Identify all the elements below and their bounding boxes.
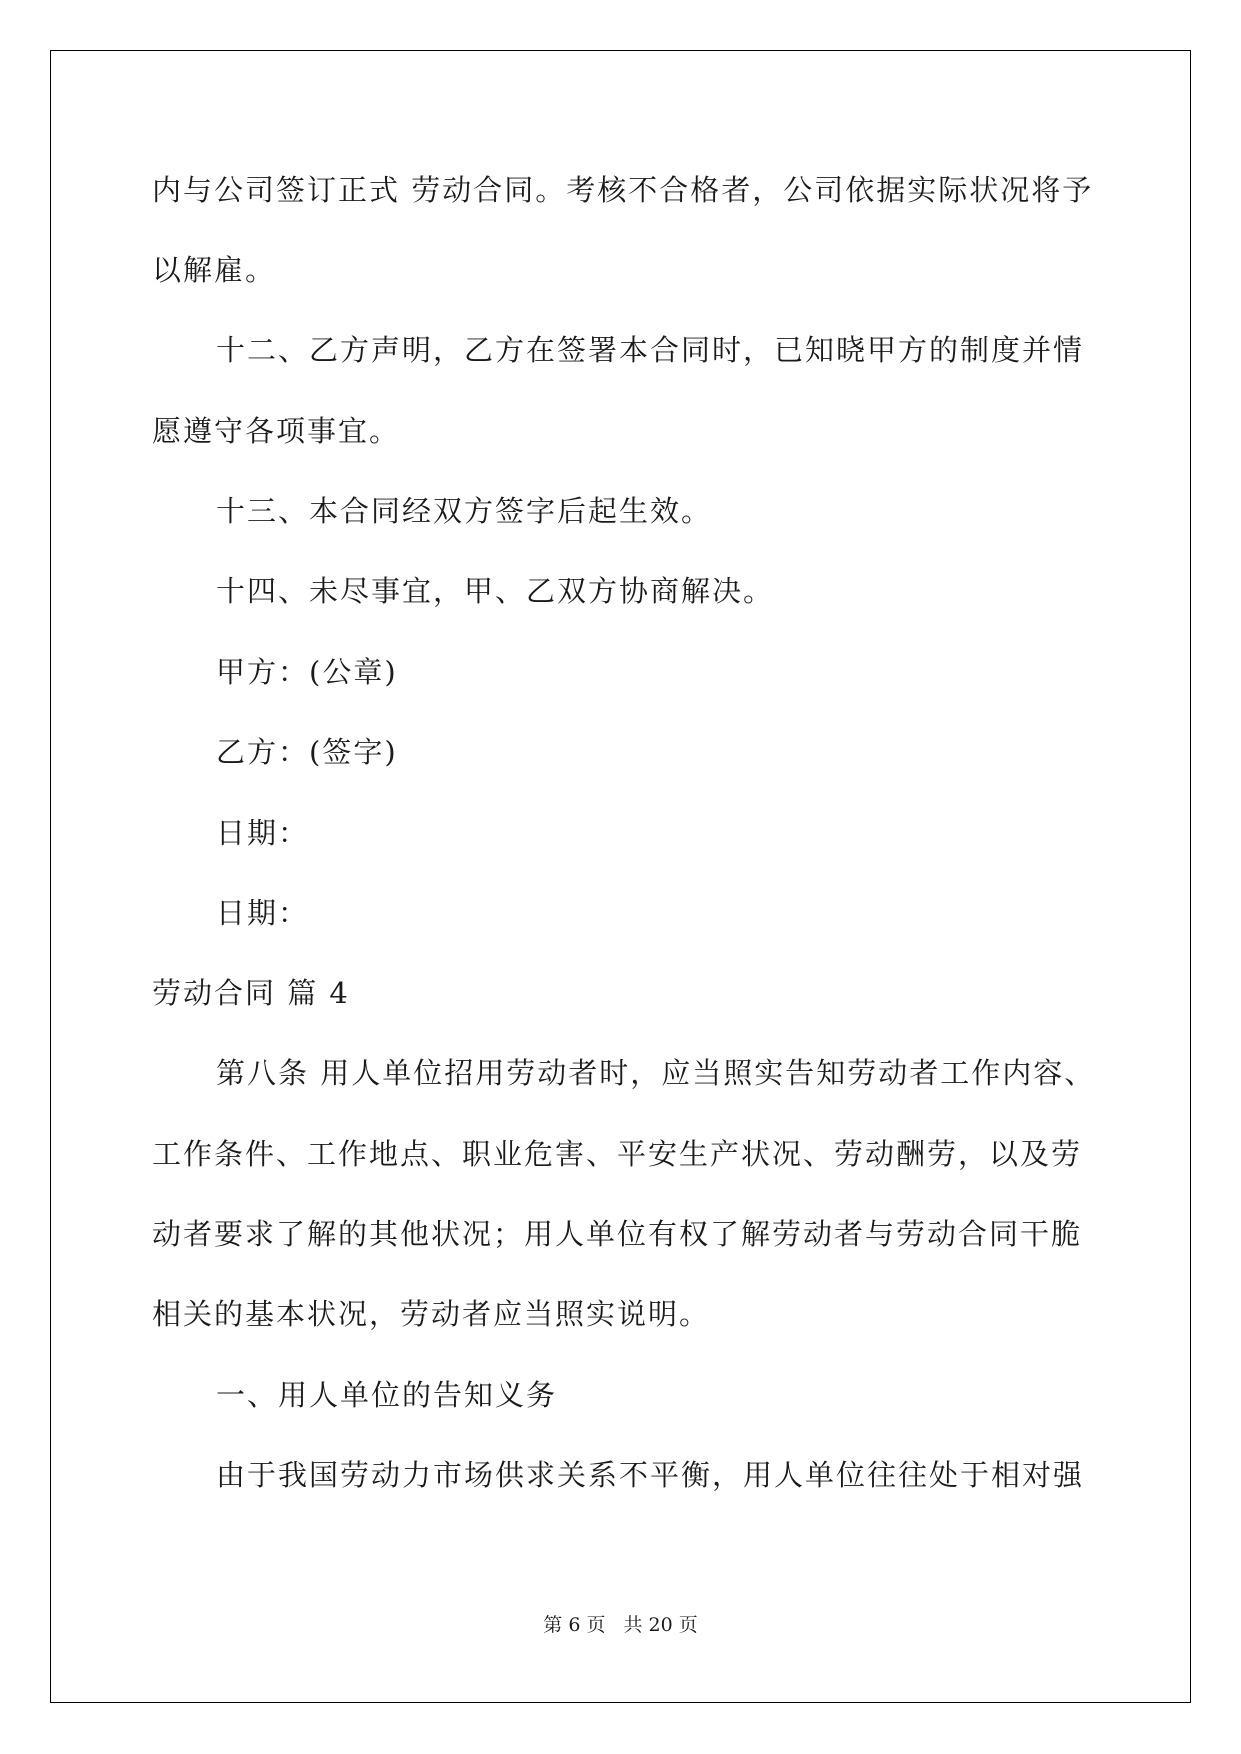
page-footer bbox=[0, 1613, 1241, 1637]
text-line: 十三、本合同经双方签字后起生效。 bbox=[216, 494, 713, 528]
text-line: 愿遵守各项事宜。 bbox=[152, 414, 401, 448]
text-line: 以解雇。 bbox=[152, 253, 277, 287]
text-line: 由于我国劳动力市场供求关系不平衡，用人单位往往处于相对强 bbox=[216, 1458, 1085, 1492]
text-line: 内与公司签订正式 劳动合同。考核不合格者，公司依据实际状况将予 bbox=[152, 173, 1094, 207]
subsection-heading: 一、用人单位的告知义务 bbox=[216, 1378, 558, 1412]
date-line: 日期： bbox=[216, 816, 310, 850]
section-heading: 劳动合同 篇 4 bbox=[152, 976, 350, 1010]
text-line: 相关的基本状况，劳动者应当照实说明。 bbox=[152, 1297, 711, 1331]
text-line: 十二、乙方声明，乙方在签署本合同时，已知晓甲方的制度并情 bbox=[216, 333, 1085, 367]
date-line: 日期： bbox=[216, 896, 310, 930]
text-line: 工作条件、工作地点、职业危害、平安生产状况、劳动酬劳，以及劳 bbox=[152, 1137, 1083, 1171]
page-total: 共 20 页 bbox=[623, 1614, 698, 1636]
page-number: 第 6 页 bbox=[543, 1614, 606, 1636]
signature-party-a: 甲方：(公章) bbox=[216, 655, 398, 689]
text-line: 动者要求了解的其他状况；用人单位有权了解劳动者与劳动合同干脆 bbox=[152, 1217, 1083, 1251]
signature-party-b: 乙方：(签字) bbox=[216, 735, 398, 769]
text-line: 第八条 用人单位招用劳动者时，应当照实告知劳动者工作内容、 bbox=[216, 1056, 1096, 1090]
text-line: 十四、未尽事宜，甲、乙双方协商解决。 bbox=[216, 574, 775, 608]
